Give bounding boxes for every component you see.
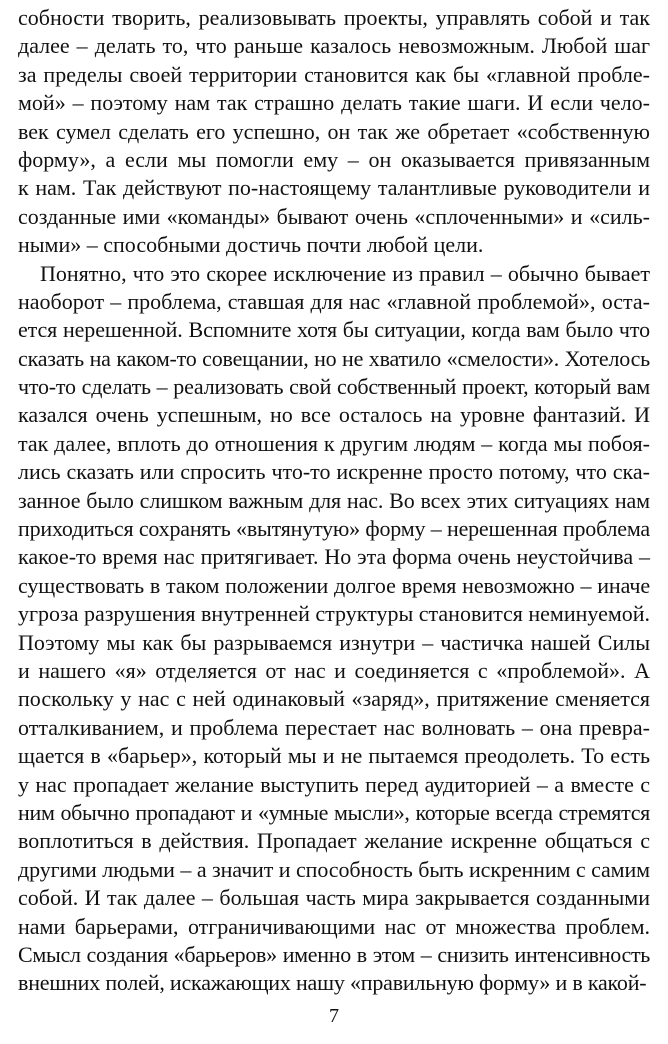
text-line: созданные ими «команды» бывают очень «сплоченными» и «силь- bbox=[18, 203, 650, 229]
text-line: ными» – способными достичь почти любой цели. bbox=[18, 232, 484, 258]
text-line: отталкиванием, и проблема перестает нас волновать – она превра- bbox=[18, 714, 650, 740]
text-line: что-то сделать – реализовать свой собственный проект, который вам bbox=[18, 374, 650, 400]
text-line: воплотиться в действия. Пропадает желание искренне общаться с bbox=[18, 828, 650, 854]
text-line: так далее, вплоть до отношения к другим людям – когда мы побоя- bbox=[18, 430, 650, 456]
text-line: занное было слишком важным для нас. Во всех этих ситуациях нам bbox=[18, 487, 650, 513]
text-line: щается в «барьер», который мы и не пытаемся преодолеть. То есть bbox=[18, 743, 650, 769]
text-line: век сумел сделать его успешно, он так же обретает «собственную bbox=[18, 118, 650, 144]
text-line: внешних полей, искажающих нашу «правильную форму» и в какой- bbox=[18, 970, 647, 996]
text-line: приходиться сохранять «вытянутую» форму – нерешенная проблема bbox=[18, 516, 650, 542]
text-line: поскольку у нас с ней одинаковый «заряд», притяжение сменяется bbox=[18, 686, 650, 712]
text-line: ним обычно пропадают и «умные мысли», которые всегда стремятся bbox=[18, 799, 650, 825]
paragraph bbox=[18, 4, 650, 260]
text-line: существовать в таком положении долгое время невозможно – иначе bbox=[18, 572, 650, 598]
text-line: собой. И так далее – большая часть мира закрывается созданными bbox=[18, 885, 650, 911]
text-line: у нас пропадает желание выступить перед аудиторией – а вместе с bbox=[18, 771, 650, 797]
text-line: форму», а если мы помогли ему – он оказывается привязанным bbox=[18, 146, 650, 172]
text-line: другими людьми – а значит и способность быть искренним с самим bbox=[18, 856, 650, 882]
text-line: сказать на каком-то совещании, но не хватило «смелости». Хотелось bbox=[18, 345, 650, 371]
text-line: далее – делать то, что раньше казалось невозможным. Любой шаг bbox=[18, 33, 650, 59]
body-text bbox=[18, 4, 650, 998]
text-line: какое-то время нас притягивает. Но эта форма очень неустойчива – bbox=[18, 544, 650, 570]
text-line: к нам. Так действуют по-настоящему талантливые руководители и bbox=[18, 175, 650, 201]
text-line: угроза разрушения внутренней структуры становится неминуемой. bbox=[18, 601, 651, 627]
text-line: Понятно, что это скорее исключение из правил – обычно бывает bbox=[40, 260, 650, 286]
text-line: мой» – поэтому нам так страшно делать такие шаги. И если чело- bbox=[18, 90, 650, 116]
page-number: 7 bbox=[329, 1005, 339, 1027]
text-line: и нашего «я» отделяется от нас и соединяется с «проблемой». А bbox=[18, 657, 650, 683]
text-line: лись сказать или спросить что-то искренне просто потому, что ска- bbox=[18, 459, 650, 485]
text-line: нами барьерами, отграничивающими нас от множества проблем. bbox=[18, 913, 650, 939]
text-line: ется нерешенной. Вспомните хотя бы ситуации, когда вам было что bbox=[18, 317, 650, 343]
text-line: Смысл создания «барьеров» именно в этом – снизить интенсивность bbox=[18, 941, 650, 967]
text-line: Поэтому мы как бы разрываемся изнутри – частичка нашей Силы bbox=[18, 629, 650, 655]
text-line: собности творить, реализовывать проекты, управлять собой и так bbox=[18, 5, 650, 30]
text-line: за пределы своей территории становится как бы «главной пробле- bbox=[18, 61, 650, 87]
text-line: казался очень успешным, но все осталось на уровне фантазий. И bbox=[18, 402, 650, 428]
paragraph bbox=[18, 260, 650, 998]
text-line: наоборот – проблема, ставшая для нас «главной проблемой», оста- bbox=[18, 288, 650, 314]
